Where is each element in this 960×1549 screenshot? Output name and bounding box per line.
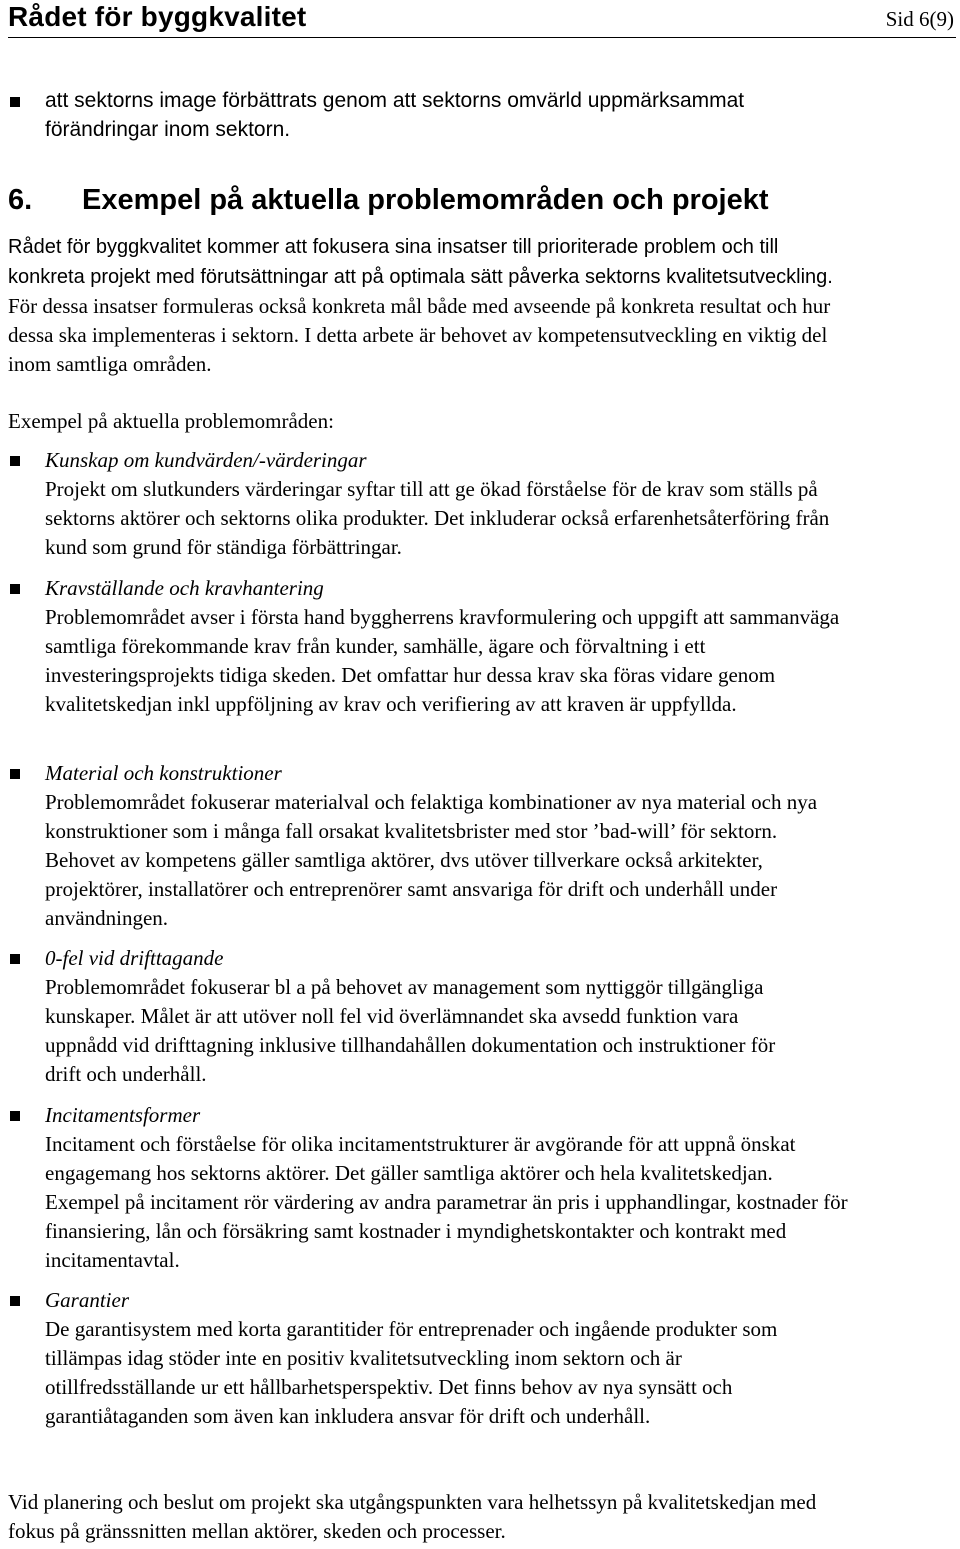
item-text: Problemområdet fokuserar materialval och felaktiga kombinationer av nya material och nya konstruktioner som i många fall orsakat kvalitetsbrister med stor ’bad-will’ för sektorn. Behovet av kompetens gäller samtliga aktörer, dvs utöver tillverkare också arkitekter, projektörer, installatörer och entreprenörer samt ansvariga för drift och underhåll under användningen. bbox=[45, 790, 818, 930]
intro-paragraph-sans: Rådet för byggkvalitet kommer att fokusera sina insatser till prioriterade problem och till konkreta projekt med förutsättningar att på optimala sätt påverka sektorns kvalitetsutveckling. bbox=[8, 236, 833, 288]
closing-paragraph: Vid planering och beslut om projekt ska utgångspunkten vara helhetssyn på kvalitetskedjan med fokus på gränssnitten mellan aktörer, skeden och processer. bbox=[8, 1490, 817, 1543]
page-header bbox=[8, 0, 956, 38]
examples-label: Exempel på aktuella problemområden: bbox=[8, 409, 334, 433]
square-bullet-icon bbox=[10, 584, 20, 594]
section-number: 6. bbox=[8, 184, 33, 216]
section-title: Exempel på aktuella problemområden och projekt bbox=[82, 184, 769, 216]
intro-paragraph bbox=[8, 232, 838, 379]
item-text: Incitament och förståelse för olika incitamentstrukturer är avgörande för att uppnå önskat engagemang hos sektorns aktörer. Det gäller samtliga aktörer och hela kvalitetskedjan. Exempel på incitament rör värdering av andra parametrar än pris i upphandlingar, kostnader för finansiering, lån och försäkring samt kostnader i myndighetskontakter och kontrakt med incitamentavtal. bbox=[45, 1132, 848, 1272]
square-bullet-icon bbox=[10, 1296, 20, 1306]
item-title: Kravställande och kravhantering bbox=[45, 576, 324, 600]
square-bullet-icon bbox=[10, 456, 20, 466]
square-bullet-icon bbox=[10, 97, 20, 107]
item-text: Projekt om slutkunders värderingar syftar till att ge ökad förståelse för de krav som ställs på sektorns aktörer och sektorns olika produkter. Det inkluderar också erfarenhetsåterföring från kund som grund för ständiga förbättringar. bbox=[45, 477, 830, 559]
item-title: Garantier bbox=[45, 1288, 129, 1312]
square-bullet-icon bbox=[10, 954, 20, 964]
square-bullet-icon bbox=[10, 769, 20, 779]
item-title: Incitamentsformer bbox=[45, 1103, 201, 1127]
section-heading bbox=[8, 180, 769, 220]
item-text: Problemområdet avser i första hand byggherrens kravformulering och uppgift att sammanväga samtliga förekommande krav från kunder, samhälle, ägare och förvaltning i ett investeringsprojekts tidiga skeden. Det omfattar hur dessa krav ska föras vidare genom kvalitetskedjan inkl uppföljning av krav och verifiering av att kraven är uppfyllda. bbox=[45, 605, 840, 716]
item-text: Problemområdet fokuserar bl a på behovet av management som nyttiggör tillgängliga kunskaper. Målet är att utöver noll fel vid överlämnandet ska avsedd funktion vara uppnådd vid drifttagning inklusive tillhandahållen dokumentation och instruktioner för drift och underhåll. bbox=[45, 975, 776, 1086]
item-text: De garantisystem med korta garantitider för entreprenader och ingående produkter som tillämpas idag stöder inte en positiv kvalitetsutveckling inom sektorn och är otillfredsställande ur ett hållbarhetsperspektiv. Det finns behov av nya synsätt och garantiåtaganden som även kan inkludera ansvar för drift och underhåll. bbox=[45, 1317, 778, 1428]
item-title: Material och konstruktioner bbox=[45, 761, 282, 785]
page-number: Sid 6(9) bbox=[885, 7, 954, 31]
intro-paragraph-serif: För dessa insatser formuleras också konkreta mål både med avseende på konkreta resultat och hur dessa ska implementeras i sektorn. I detta arbete är behovet av kompetensutveckling en viktig del inom samtliga områden. bbox=[8, 294, 831, 376]
item-title: Kunskap om kundvärden/-värderingar bbox=[45, 448, 367, 472]
square-bullet-icon bbox=[10, 1111, 20, 1121]
intro-bullet-text: att sektorns image förbättrats genom att sektorns omvärld uppmärksammat förändringar inom sektorn. bbox=[45, 89, 745, 141]
item-title: 0-fel vid drifttagande bbox=[45, 946, 224, 970]
header-title: Rådet för byggkvalitet bbox=[8, 1, 307, 32]
